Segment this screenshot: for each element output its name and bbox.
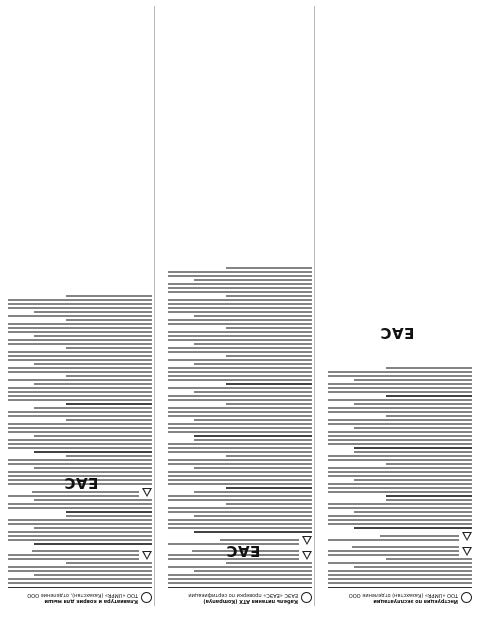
text-line — [226, 355, 312, 357]
text-line — [328, 387, 472, 389]
text-line — [328, 383, 472, 385]
text-line — [354, 566, 472, 568]
instruction-panel-3 — [326, 6, 474, 606]
text-line — [194, 439, 312, 441]
text-line — [168, 483, 312, 485]
warning-icon — [302, 551, 312, 560]
panel-3-header — [326, 588, 474, 606]
text-line — [226, 487, 312, 489]
text-line — [8, 535, 152, 537]
text-line — [168, 307, 312, 309]
warning-block — [328, 532, 472, 541]
text-line — [8, 351, 152, 353]
text-line — [328, 455, 472, 457]
text-line — [66, 511, 152, 513]
text-line — [32, 550, 139, 552]
text-line — [34, 451, 152, 453]
text-line — [328, 562, 472, 564]
text-line — [386, 463, 472, 465]
text-line — [8, 387, 152, 389]
text-line — [34, 574, 152, 576]
text-line — [8, 367, 152, 369]
text-line — [168, 347, 312, 349]
text-line — [328, 411, 472, 413]
panel-2-divider — [168, 587, 312, 588]
panel-2-rotated-content — [166, 6, 314, 606]
text-line — [220, 539, 299, 541]
text-line — [226, 383, 312, 385]
panel-1-header — [6, 588, 154, 606]
circle-icon — [141, 592, 152, 603]
warning-icon — [142, 488, 152, 497]
text-line — [168, 379, 312, 381]
text-line — [168, 359, 312, 361]
text-line — [8, 443, 152, 445]
text-line — [168, 582, 312, 584]
text-line — [328, 582, 472, 584]
text-line — [8, 554, 139, 556]
text-line — [168, 463, 312, 465]
text-line — [328, 391, 472, 393]
panel-1-title: Клавиатура и коврик для мыши — [44, 598, 138, 604]
panel-3-title: Инструкция по эксплуатации — [373, 598, 458, 604]
text-line — [328, 503, 472, 505]
text-line — [168, 271, 312, 273]
text-line — [354, 427, 472, 429]
text-line — [168, 451, 312, 453]
text-line — [328, 459, 472, 461]
text-line — [8, 570, 152, 572]
panel-2-subtitle: ЕАЭС «ЕАЭС» проверки по сертификации — [188, 592, 298, 598]
circle-icon — [301, 592, 312, 603]
text-line — [168, 407, 312, 409]
text-line — [168, 291, 312, 293]
text-line — [8, 558, 139, 560]
text-line — [8, 307, 152, 309]
text-line — [8, 539, 152, 541]
warning-icon — [462, 532, 472, 541]
warning-icon — [302, 536, 312, 545]
text-line — [168, 395, 312, 397]
text-line — [34, 407, 152, 409]
text-line — [8, 503, 152, 505]
text-line — [8, 331, 152, 333]
eac-mark: EAC — [226, 542, 261, 560]
text-line — [34, 311, 152, 313]
panel-1-body — [6, 295, 154, 584]
text-line — [328, 574, 472, 576]
text-line — [168, 331, 312, 333]
text-line — [8, 463, 152, 465]
text-line — [168, 471, 312, 473]
instruction-panel-2 — [166, 6, 315, 606]
text-line — [8, 578, 152, 580]
text-line — [328, 435, 472, 437]
panel-3-subtitle: ТОО «UMPR» (Казахстан) отделение ООО — [348, 592, 458, 598]
text-line — [194, 419, 312, 421]
text-line — [168, 431, 312, 433]
text-line — [168, 283, 312, 285]
text-line — [8, 431, 152, 433]
text-line — [328, 475, 472, 477]
instruction-panel-1 — [6, 6, 155, 606]
text-line — [168, 335, 312, 337]
text-line — [66, 562, 152, 564]
text-line — [194, 343, 312, 345]
text-line — [328, 431, 472, 433]
text-line — [66, 419, 152, 421]
text-line — [34, 383, 152, 385]
text-line — [386, 558, 472, 560]
text-line — [328, 399, 472, 401]
text-line — [328, 419, 472, 421]
circle-icon — [461, 592, 472, 603]
text-line — [8, 411, 152, 413]
text-line — [328, 443, 472, 445]
text-line — [66, 455, 152, 457]
text-line — [328, 375, 472, 377]
text-line — [8, 427, 152, 429]
text-line — [8, 379, 152, 381]
text-line — [194, 491, 312, 493]
warning-text — [328, 533, 459, 541]
panel-1-divider — [8, 587, 152, 588]
warning-icon — [462, 547, 472, 556]
text-line — [194, 531, 312, 533]
text-line — [194, 363, 312, 365]
text-line — [386, 367, 472, 369]
text-line — [168, 479, 312, 481]
text-line — [8, 395, 152, 397]
text-line — [328, 578, 472, 580]
text-line — [328, 515, 472, 517]
text-line — [226, 327, 312, 329]
text-line — [380, 535, 459, 537]
text-line — [168, 459, 312, 461]
text-line — [8, 303, 152, 305]
text-line — [168, 415, 312, 417]
panel-3-divider — [328, 587, 472, 588]
text-line — [34, 543, 152, 545]
text-line — [168, 323, 312, 325]
text-line — [354, 511, 472, 513]
text-line — [66, 375, 152, 377]
text-line — [168, 351, 312, 353]
text-line — [194, 391, 312, 393]
text-line — [168, 411, 312, 413]
text-line — [8, 327, 152, 329]
text-line — [8, 582, 152, 584]
text-line — [8, 439, 152, 441]
text-line — [66, 403, 152, 405]
text-line — [8, 371, 152, 373]
text-line — [8, 471, 152, 473]
text-line — [8, 415, 152, 417]
panel-1-subtitle: ТОО «UMPR» (Казахстан), отделение ООО — [27, 592, 138, 598]
text-line — [226, 267, 312, 269]
text-line — [8, 299, 152, 301]
text-line — [194, 515, 312, 517]
text-line — [168, 475, 312, 477]
text-line — [328, 539, 459, 541]
text-line — [168, 447, 312, 449]
text-line — [168, 527, 312, 529]
text-line — [194, 467, 312, 469]
text-line — [34, 467, 152, 469]
text-line — [8, 459, 152, 461]
text-line — [168, 375, 312, 377]
text-line — [386, 415, 472, 417]
text-line — [168, 387, 312, 389]
text-line — [8, 355, 152, 357]
text-line — [226, 455, 312, 457]
text-line — [328, 487, 472, 489]
text-line — [328, 550, 459, 552]
text-line — [168, 399, 312, 401]
text-line — [8, 519, 152, 521]
text-line — [328, 471, 472, 473]
text-line — [168, 287, 312, 289]
text-line — [352, 546, 459, 548]
text-line — [328, 467, 472, 469]
panel-2-title: Кабель питания ATX (Kompanya) — [203, 598, 298, 604]
text-line — [168, 511, 312, 513]
text-line — [34, 363, 152, 365]
warning-text — [8, 548, 139, 560]
text-line — [66, 295, 152, 297]
text-line — [328, 439, 472, 441]
text-line — [168, 423, 312, 425]
text-line — [328, 523, 472, 525]
text-line — [328, 423, 472, 425]
text-line — [8, 323, 152, 325]
text-line — [354, 403, 472, 405]
text-line — [8, 399, 152, 401]
panel-3-body — [326, 367, 474, 584]
panel-3-rotated-content — [326, 6, 474, 606]
text-line — [386, 495, 472, 497]
text-line — [168, 519, 312, 521]
text-line — [168, 275, 312, 277]
text-line — [328, 507, 472, 509]
text-line — [8, 423, 152, 425]
text-line — [168, 566, 312, 568]
text-line — [34, 435, 152, 437]
text-line — [168, 574, 312, 576]
text-line — [328, 371, 472, 373]
text-line — [8, 531, 152, 533]
text-line — [8, 507, 152, 509]
text-line — [168, 299, 312, 301]
text-line — [168, 507, 312, 509]
text-line — [386, 395, 472, 397]
text-line — [66, 319, 152, 321]
text-line — [328, 554, 459, 556]
text-line — [168, 367, 312, 369]
text-line — [168, 371, 312, 373]
eac-mark: EAC — [380, 324, 415, 342]
text-line — [226, 403, 312, 405]
text-line — [168, 495, 312, 497]
text-line — [66, 515, 152, 517]
text-line — [8, 315, 152, 317]
warning-block — [8, 548, 152, 560]
warning-block — [328, 544, 472, 556]
text-line — [354, 479, 472, 481]
text-line — [354, 379, 472, 381]
text-line — [168, 578, 312, 580]
text-line — [328, 519, 472, 521]
text-line — [354, 447, 472, 449]
text-line — [8, 391, 152, 393]
text-line — [8, 359, 152, 361]
text-line — [34, 499, 152, 501]
panel-2-body — [166, 267, 314, 584]
text-line — [194, 315, 312, 317]
warning-icon — [142, 551, 152, 560]
text-line — [194, 279, 312, 281]
text-line — [34, 527, 152, 529]
text-line — [8, 447, 152, 449]
text-line — [328, 570, 472, 572]
panel-2-header — [166, 588, 314, 606]
text-line — [168, 443, 312, 445]
panel-1-rotated-content — [6, 6, 154, 606]
text-line — [328, 483, 472, 485]
text-line — [168, 499, 312, 501]
text-line — [386, 499, 472, 501]
text-line — [168, 339, 312, 341]
text-line — [226, 295, 312, 297]
text-line — [168, 319, 312, 321]
text-line — [8, 343, 152, 345]
text-line — [226, 503, 312, 505]
text-line — [8, 495, 139, 497]
text-line — [226, 562, 312, 564]
text-line — [8, 566, 152, 568]
text-line — [66, 347, 152, 349]
eac-mark: EAC — [64, 474, 99, 492]
text-line — [354, 451, 472, 453]
text-line — [168, 523, 312, 525]
text-line — [194, 570, 312, 572]
text-line — [354, 527, 472, 529]
text-line — [328, 491, 472, 493]
text-line — [8, 523, 152, 525]
text-line — [8, 339, 152, 341]
text-line — [168, 427, 312, 429]
text-line — [34, 335, 152, 337]
text-line — [194, 435, 312, 437]
text-line — [168, 303, 312, 305]
text-line — [168, 311, 312, 313]
text-line — [328, 407, 472, 409]
warning-text — [328, 544, 459, 556]
